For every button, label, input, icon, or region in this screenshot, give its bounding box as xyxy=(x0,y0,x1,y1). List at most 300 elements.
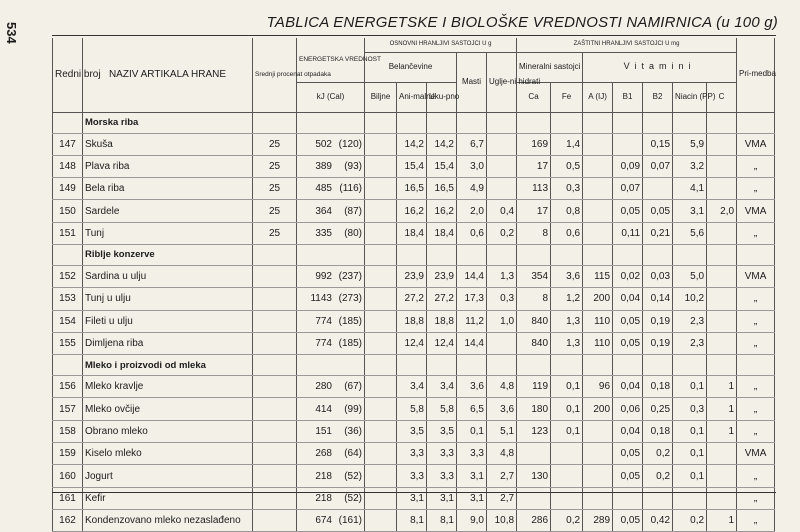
cell-masti: 17,3 xyxy=(457,288,487,310)
cell-masti: 9,0 xyxy=(457,509,487,531)
cell-vitamin-b1 xyxy=(613,487,643,509)
cell-vitamin-a xyxy=(583,487,613,509)
cell-vitamin-a xyxy=(583,443,613,465)
cell-masti: 14,4 xyxy=(457,265,487,287)
cell-ukupno: 3,5 xyxy=(427,420,457,442)
empty-cell xyxy=(707,112,737,133)
cell-otpadak xyxy=(253,443,297,465)
empty-cell xyxy=(297,244,365,265)
cell-redni-broj: 152 xyxy=(53,265,83,287)
cell-primedba: „ xyxy=(737,487,775,509)
header-vitamin-b2: B2 xyxy=(643,82,673,112)
cell-otpadak: 25 xyxy=(253,155,297,177)
cell-niacin: 5,6 xyxy=(673,222,707,244)
header-vitamin-a: A (IJ) xyxy=(583,82,613,112)
empty-cell xyxy=(737,112,775,133)
cell-vitamin-a xyxy=(583,178,613,200)
cell-vitamin-c xyxy=(707,155,737,177)
cell-animalne: 14,2 xyxy=(397,133,427,155)
cell-cal: (273) xyxy=(338,293,362,305)
cell-fe: 0,2 xyxy=(551,509,583,531)
table-row xyxy=(53,487,775,509)
cell-masti: 2,0 xyxy=(457,200,487,222)
cell-vitamin-b2: 0,25 xyxy=(643,398,673,420)
cell-otpadak: 25 xyxy=(253,178,297,200)
cell-naziv: Skuša xyxy=(83,133,253,155)
empty-cell xyxy=(365,355,397,376)
empty-cell xyxy=(53,355,83,376)
header-niacin: Niacin (PP) xyxy=(673,82,707,112)
cell-biljne xyxy=(365,200,397,222)
cell-kj: 268 xyxy=(315,448,332,460)
cell-animalne: 5,8 xyxy=(397,398,427,420)
cell-ugljeni: 0,3 xyxy=(487,288,517,310)
table-row xyxy=(53,133,775,155)
table-body xyxy=(53,112,775,532)
cell-animalne: 3,4 xyxy=(397,376,427,398)
empty-cell xyxy=(397,244,427,265)
cell-naziv: Kiselo mleko xyxy=(83,443,253,465)
cell-vitamin-b1: 0,11 xyxy=(613,222,643,244)
header-vitamin-c: C xyxy=(707,82,737,112)
cell-kj: 335 xyxy=(315,227,332,239)
cell-vitamin-a: 200 xyxy=(583,288,613,310)
cell-vitamin-b2: 0,19 xyxy=(643,310,673,332)
cell-redni-broj: 150 xyxy=(53,200,83,222)
table-row xyxy=(53,155,775,177)
empty-cell xyxy=(643,112,673,133)
cell-ukupno: 3,4 xyxy=(427,376,457,398)
cell-vitamin-c: 1 xyxy=(707,376,737,398)
cell-vitamin-b2: 0,2 xyxy=(643,465,673,487)
header-redni-broj: Redni broj xyxy=(53,38,83,112)
cell-fe: 1,3 xyxy=(551,310,583,332)
cell-naziv: Jogurt xyxy=(83,465,253,487)
cell-energy xyxy=(297,178,365,200)
table-row xyxy=(53,332,775,354)
empty-cell xyxy=(551,244,583,265)
cell-vitamin-c: 2,0 xyxy=(707,200,737,222)
cell-masti: 0,6 xyxy=(457,222,487,244)
cell-otpadak xyxy=(253,332,297,354)
header-ukupno: Uku-pno xyxy=(427,82,457,112)
cell-fe: 1,3 xyxy=(551,332,583,354)
cell-animalne: 12,4 xyxy=(397,332,427,354)
header-ugljeni: Uglje-ni hidrati xyxy=(487,52,517,112)
header-mineralni: Mineralni sastojci xyxy=(517,52,583,82)
empty-cell xyxy=(253,355,297,376)
cell-niacin: 2,3 xyxy=(673,332,707,354)
cell-ukupno: 18,4 xyxy=(427,222,457,244)
cell-cal: (52) xyxy=(344,492,362,504)
empty-cell xyxy=(365,112,397,133)
cell-biljne xyxy=(365,332,397,354)
cell-fe xyxy=(551,465,583,487)
cell-otpadak: 25 xyxy=(253,222,297,244)
cell-vitamin-c: 1 xyxy=(707,398,737,420)
empty-cell xyxy=(297,355,365,376)
cell-ca: 840 xyxy=(517,332,551,354)
cell-cal: (64) xyxy=(344,448,362,460)
cell-vitamin-b2: 0,05 xyxy=(643,200,673,222)
cell-energy xyxy=(297,465,365,487)
cell-niacin: 0,1 xyxy=(673,443,707,465)
cell-energy xyxy=(297,420,365,442)
cell-ca: 286 xyxy=(517,509,551,531)
cell-kj: 389 xyxy=(315,160,332,172)
empty-cell xyxy=(613,244,643,265)
cell-masti: 3,1 xyxy=(457,487,487,509)
cell-primedba: „ xyxy=(737,310,775,332)
cell-vitamin-b1 xyxy=(613,133,643,155)
cell-redni-broj: 162 xyxy=(53,509,83,531)
cell-vitamin-a xyxy=(583,155,613,177)
section-row xyxy=(53,112,775,133)
cell-ugljeni: 10,8 xyxy=(487,509,517,531)
cell-ukupno: 3,3 xyxy=(427,443,457,465)
cell-kj: 1143 xyxy=(310,293,332,305)
empty-cell xyxy=(487,355,517,376)
cell-vitamin-a xyxy=(583,222,613,244)
cell-fe: 0,3 xyxy=(551,178,583,200)
header-ca: Ca xyxy=(517,82,551,112)
cell-ukupno: 16,2 xyxy=(427,200,457,222)
cell-fe: 3,6 xyxy=(551,265,583,287)
cell-fe: 0,1 xyxy=(551,376,583,398)
cell-energy xyxy=(297,443,365,465)
cell-vitamin-b2 xyxy=(643,487,673,509)
cell-ugljeni xyxy=(487,332,517,354)
cell-ca: 17 xyxy=(517,155,551,177)
cell-niacin xyxy=(673,487,707,509)
empty-cell xyxy=(551,112,583,133)
cell-naziv: Bela riba xyxy=(83,178,253,200)
cell-primedba: „ xyxy=(737,420,775,442)
cell-biljne xyxy=(365,509,397,531)
cell-kj: 364 xyxy=(315,205,332,217)
cell-vitamin-b1: 0,04 xyxy=(613,376,643,398)
empty-cell xyxy=(53,112,83,133)
cell-kj: 218 xyxy=(315,470,332,482)
empty-cell xyxy=(583,244,613,265)
cell-cal: (116) xyxy=(339,183,362,195)
cell-redni-broj: 158 xyxy=(53,420,83,442)
empty-cell xyxy=(427,244,457,265)
cell-naziv: Obrano mleko xyxy=(83,420,253,442)
cell-otpadak xyxy=(253,509,297,531)
cell-animalne: 8,1 xyxy=(397,509,427,531)
cell-niacin: 5,9 xyxy=(673,133,707,155)
cell-biljne xyxy=(365,376,397,398)
cell-fe: 0,5 xyxy=(551,155,583,177)
cell-vitamin-b2: 0,19 xyxy=(643,332,673,354)
cell-niacin: 0,1 xyxy=(673,376,707,398)
page-number: 534 xyxy=(4,22,19,44)
section-label: Riblje konzerve xyxy=(83,244,253,265)
cell-cal: (161) xyxy=(338,515,362,527)
cell-ugljeni: 0,2 xyxy=(487,222,517,244)
cell-ca: 113 xyxy=(517,178,551,200)
cell-ca xyxy=(517,443,551,465)
cell-cal: (87) xyxy=(344,205,362,217)
cell-biljne xyxy=(365,222,397,244)
cell-ukupno: 3,1 xyxy=(427,487,457,509)
cell-vitamin-b1: 0,05 xyxy=(613,310,643,332)
cell-vitamin-c xyxy=(707,443,737,465)
cell-ugljeni: 4,8 xyxy=(487,376,517,398)
cell-cal: (99) xyxy=(344,403,362,415)
header-masti: Masti xyxy=(457,52,487,112)
cell-ukupno: 3,3 xyxy=(427,465,457,487)
cell-kj: 280 xyxy=(315,381,332,393)
cell-biljne xyxy=(365,398,397,420)
cell-vitamin-c: 1 xyxy=(707,509,737,531)
cell-cal: (36) xyxy=(344,425,362,437)
cell-naziv: Sardina u ulju xyxy=(83,265,253,287)
cell-redni-broj: 154 xyxy=(53,310,83,332)
cell-ca: 17 xyxy=(517,200,551,222)
cell-biljne xyxy=(365,288,397,310)
cell-vitamin-c xyxy=(707,487,737,509)
cell-primedba: „ xyxy=(737,398,775,420)
cell-primedba: VMA xyxy=(737,200,775,222)
empty-cell xyxy=(253,244,297,265)
cell-naziv: Kefir xyxy=(83,487,253,509)
cell-animalne: 18,4 xyxy=(397,222,427,244)
table-row xyxy=(53,178,775,200)
cell-animalne: 16,2 xyxy=(397,200,427,222)
cell-biljne xyxy=(365,420,397,442)
cell-vitamin-c xyxy=(707,288,737,310)
cell-masti: 3,6 xyxy=(457,376,487,398)
cell-energy xyxy=(297,376,365,398)
empty-cell xyxy=(397,355,427,376)
cell-niacin: 3,1 xyxy=(673,200,707,222)
cell-ugljeni: 0,4 xyxy=(487,200,517,222)
cell-vitamin-a: 110 xyxy=(583,310,613,332)
table-row xyxy=(53,420,775,442)
cell-vitamin-b1: 0,05 xyxy=(613,509,643,531)
cell-vitamin-b2: 0,2 xyxy=(643,443,673,465)
header-naziv: NAZIV ARTIKALA HRANE xyxy=(83,38,253,112)
cell-masti: 3,3 xyxy=(457,443,487,465)
cell-vitamin-b2: 0,07 xyxy=(643,155,673,177)
empty-cell xyxy=(457,244,487,265)
cell-redni-broj: 149 xyxy=(53,178,83,200)
cell-cal: (52) xyxy=(344,470,362,482)
cell-ugljeni xyxy=(487,178,517,200)
section-row xyxy=(53,355,775,376)
cell-energy xyxy=(297,332,365,354)
cell-energy xyxy=(297,509,365,531)
cell-otpadak xyxy=(253,465,297,487)
table-row xyxy=(53,443,775,465)
cell-ukupno: 14,2 xyxy=(427,133,457,155)
cell-vitamin-b1: 0,05 xyxy=(613,332,643,354)
cell-fe xyxy=(551,443,583,465)
cell-redni-broj: 155 xyxy=(53,332,83,354)
cell-ugljeni: 2,7 xyxy=(487,487,517,509)
empty-cell xyxy=(457,112,487,133)
cell-vitamin-b1: 0,04 xyxy=(613,288,643,310)
cell-biljne xyxy=(365,310,397,332)
cell-energy xyxy=(297,288,365,310)
cell-primedba: „ xyxy=(737,376,775,398)
cell-ugljeni: 4,8 xyxy=(487,443,517,465)
cell-vitamin-a: 200 xyxy=(583,398,613,420)
cell-kj: 774 xyxy=(315,315,332,327)
cell-niacin: 10,2 xyxy=(673,288,707,310)
cell-masti: 3,0 xyxy=(457,155,487,177)
cell-energy xyxy=(297,398,365,420)
empty-cell xyxy=(737,244,775,265)
empty-cell xyxy=(517,355,551,376)
header-belancevine: Belančevine xyxy=(365,52,457,82)
cell-naziv: Sardele xyxy=(83,200,253,222)
page-title: TABLICA ENERGETSKE I BIOLOŠKE VREDNOSTI NAMIRNICA (u 100 g) xyxy=(266,14,778,31)
cell-vitamin-c xyxy=(707,133,737,155)
header-osnovni: OSNOVNI HRANLJIVI SASTOJCI U g xyxy=(365,38,517,52)
table-row xyxy=(53,509,775,531)
cell-biljne xyxy=(365,133,397,155)
empty-cell xyxy=(365,244,397,265)
header-vitamin-b1: B1 xyxy=(613,82,643,112)
cell-animalne: 27,2 xyxy=(397,288,427,310)
cell-otpadak xyxy=(253,398,297,420)
cell-vitamin-b1: 0,02 xyxy=(613,265,643,287)
cell-ugljeni: 3,6 xyxy=(487,398,517,420)
cell-ukupno: 16,5 xyxy=(427,178,457,200)
cell-kj: 485 xyxy=(315,183,332,195)
cell-vitamin-a: 96 xyxy=(583,376,613,398)
empty-cell xyxy=(643,355,673,376)
cell-kj: 502 xyxy=(315,138,332,150)
cell-redni-broj: 147 xyxy=(53,133,83,155)
header-fe: Fe xyxy=(551,82,583,112)
table-header xyxy=(53,38,775,112)
header-vitamini: Vitamini xyxy=(583,52,737,82)
empty-cell xyxy=(737,355,775,376)
cell-naziv: Fileti u ulju xyxy=(83,310,253,332)
cell-biljne xyxy=(365,443,397,465)
cell-fe xyxy=(551,487,583,509)
empty-cell xyxy=(673,112,707,133)
cell-vitamin-b1: 0,09 xyxy=(613,155,643,177)
cell-ca: 840 xyxy=(517,310,551,332)
cell-vitamin-b1: 0,04 xyxy=(613,420,643,442)
cell-masti: 0,1 xyxy=(457,420,487,442)
cell-redni-broj: 148 xyxy=(53,155,83,177)
table-row xyxy=(53,265,775,287)
cell-biljne xyxy=(365,487,397,509)
title-rule xyxy=(52,35,776,36)
table-row xyxy=(53,310,775,332)
empty-cell xyxy=(613,112,643,133)
cell-niacin: 4,1 xyxy=(673,178,707,200)
cell-naziv: Tunj u ulju xyxy=(83,288,253,310)
cell-ugljeni: 1,3 xyxy=(487,265,517,287)
cell-fe: 0,1 xyxy=(551,398,583,420)
cell-energy xyxy=(297,222,365,244)
cell-animalne: 18,8 xyxy=(397,310,427,332)
cell-animalne: 3,5 xyxy=(397,420,427,442)
empty-cell xyxy=(427,112,457,133)
cell-fe: 0,1 xyxy=(551,420,583,442)
cell-primedba: „ xyxy=(737,222,775,244)
cell-primedba: „ xyxy=(737,288,775,310)
cell-naziv: Mleko ovčije xyxy=(83,398,253,420)
table-row xyxy=(53,376,775,398)
cell-biljne xyxy=(365,178,397,200)
cell-niacin: 0,1 xyxy=(673,420,707,442)
empty-cell xyxy=(707,244,737,265)
cell-cal: (67) xyxy=(344,381,362,393)
cell-energy xyxy=(297,155,365,177)
cell-ukupno: 5,8 xyxy=(427,398,457,420)
empty-cell xyxy=(297,112,365,133)
table-row xyxy=(53,398,775,420)
cell-animalne: 16,5 xyxy=(397,178,427,200)
cell-vitamin-a xyxy=(583,420,613,442)
cell-primedba: VMA xyxy=(737,443,775,465)
empty-cell xyxy=(643,244,673,265)
nutrition-table xyxy=(52,38,775,532)
cell-biljne xyxy=(365,155,397,177)
cell-ca: 123 xyxy=(517,420,551,442)
empty-cell xyxy=(673,355,707,376)
empty-cell xyxy=(551,355,583,376)
cell-ca: 180 xyxy=(517,398,551,420)
cell-masti: 6,5 xyxy=(457,398,487,420)
table-row xyxy=(53,200,775,222)
cell-redni-broj: 161 xyxy=(53,487,83,509)
header-zastitni: ZAŠTITNI HRANLJIVI SASTOJCI U mg xyxy=(517,38,737,52)
cell-naziv: Tunj xyxy=(83,222,253,244)
cell-energy xyxy=(297,133,365,155)
cell-otpadak xyxy=(253,376,297,398)
cell-redni-broj: 153 xyxy=(53,288,83,310)
header-animalne: Ani-malne xyxy=(397,82,427,112)
cell-vitamin-b2 xyxy=(643,178,673,200)
cell-vitamin-b1: 0,05 xyxy=(613,443,643,465)
cell-ukupno: 15,4 xyxy=(427,155,457,177)
cell-naziv: Dimljena riba xyxy=(83,332,253,354)
table-row xyxy=(53,465,775,487)
cell-cal: (237) xyxy=(338,271,362,283)
cell-redni-broj: 159 xyxy=(53,443,83,465)
cell-fe: 0,8 xyxy=(551,200,583,222)
cell-biljne xyxy=(365,265,397,287)
cell-masti: 6,7 xyxy=(457,133,487,155)
cell-redni-broj: 151 xyxy=(53,222,83,244)
cell-animalne: 23,9 xyxy=(397,265,427,287)
cell-primedba: VMA xyxy=(737,265,775,287)
cell-ugljeni xyxy=(487,155,517,177)
cell-vitamin-a xyxy=(583,200,613,222)
cell-vitamin-b2: 0,03 xyxy=(643,265,673,287)
cell-ca: 354 xyxy=(517,265,551,287)
cell-ca: 119 xyxy=(517,376,551,398)
cell-vitamin-b2: 0,18 xyxy=(643,420,673,442)
header-otpadak: Srednji procenat otpadaka xyxy=(253,38,297,112)
cell-animalne: 3,1 xyxy=(397,487,427,509)
empty-cell xyxy=(487,244,517,265)
cell-niacin: 0,1 xyxy=(673,465,707,487)
cell-cal: (80) xyxy=(344,227,362,239)
cell-ukupno: 8,1 xyxy=(427,509,457,531)
cell-kj: 151 xyxy=(315,425,332,437)
cell-energy xyxy=(297,310,365,332)
